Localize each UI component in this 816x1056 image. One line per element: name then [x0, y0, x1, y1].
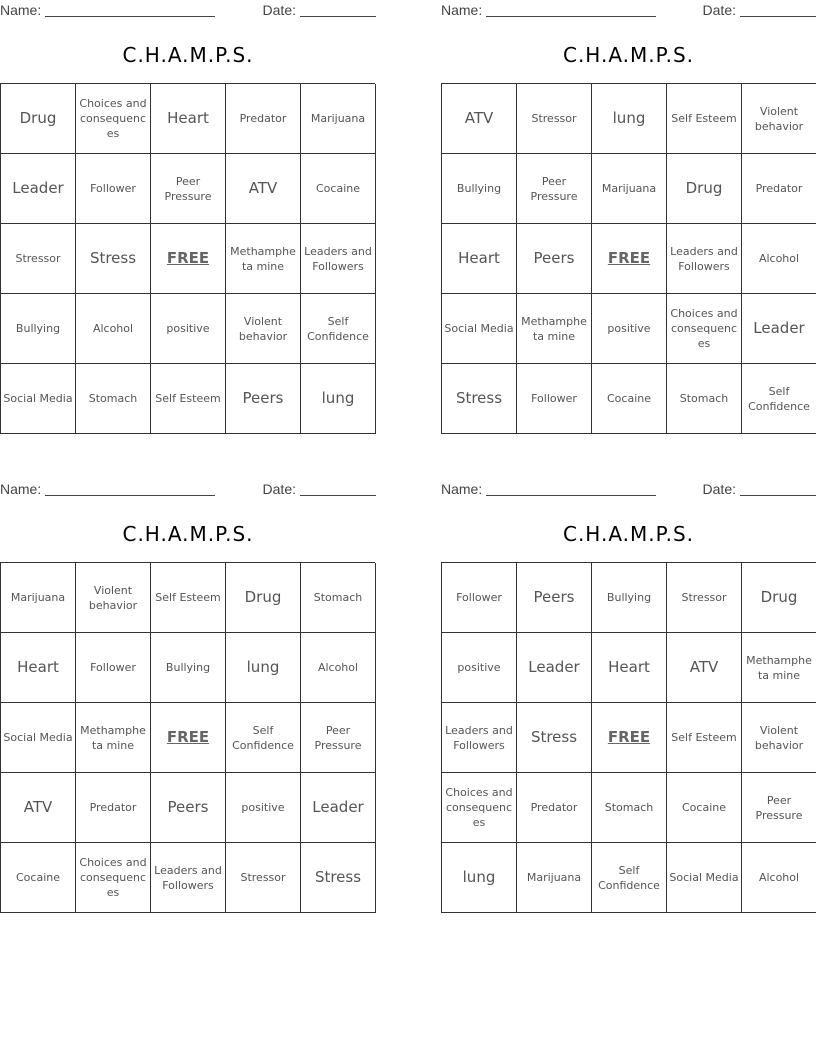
- date-field[interactable]: [263, 2, 376, 18]
- bingo-cell[interactable]: ATV: [1, 773, 76, 843]
- bingo-cell[interactable]: Self Confidence: [226, 703, 301, 773]
- bingo-cell[interactable]: Predator: [742, 154, 816, 224]
- bingo-cell[interactable]: Leader: [742, 294, 816, 364]
- bingo-cell[interactable]: Marijuana: [517, 843, 592, 913]
- bingo-cell[interactable]: lung: [592, 84, 667, 154]
- bingo-cell[interactable]: Self Confidence: [301, 294, 376, 364]
- bingo-cell[interactable]: Drug: [1, 84, 76, 154]
- bingo-cell[interactable]: Stomach: [667, 364, 742, 434]
- bingo-cell[interactable]: Leaders and Followers: [667, 224, 742, 294]
- bingo-cell[interactable]: ATV: [226, 154, 301, 224]
- bingo-cell[interactable]: Choices and consequences: [442, 773, 517, 843]
- bingo-cell[interactable]: Alcohol: [742, 224, 816, 294]
- bingo-grid: [0, 562, 375, 913]
- bingo-cell[interactable]: Methampheta mine: [76, 703, 151, 773]
- card-title: C.H.A.M.P.S.: [122, 43, 254, 67]
- bingo-cell[interactable]: Peers: [517, 563, 592, 633]
- bingo-cell[interactable]: Stressor: [1, 224, 76, 294]
- bingo-cell[interactable]: Stressor: [667, 563, 742, 633]
- bingo-cell[interactable]: Marijuana: [1, 563, 76, 633]
- bingo-cell[interactable]: Cocaine: [592, 364, 667, 434]
- name-date-line: [0, 0, 376, 22]
- bingo-cell[interactable]: Peers: [517, 224, 592, 294]
- free-space-cell[interactable]: FREE: [151, 224, 226, 294]
- name-date-line: [0, 479, 376, 501]
- bingo-cell[interactable]: Choices and consequences: [76, 84, 151, 154]
- bingo-card: [0, 0, 376, 407]
- bingo-cell[interactable]: Peer Pressure: [301, 703, 376, 773]
- free-space-cell[interactable]: FREE: [592, 224, 667, 294]
- bingo-cell[interactable]: Follower: [442, 563, 517, 633]
- bingo-cell[interactable]: Bullying: [151, 633, 226, 703]
- bingo-cell[interactable]: Social Media: [667, 843, 742, 913]
- name-field[interactable]: [0, 2, 215, 18]
- bingo-cell[interactable]: Cocaine: [667, 773, 742, 843]
- bingo-cell[interactable]: Peer Pressure: [151, 154, 226, 224]
- date-field[interactable]: [263, 481, 376, 497]
- date-field[interactable]: [703, 2, 816, 18]
- bingo-cell[interactable]: Heart: [442, 224, 517, 294]
- bingo-cell[interactable]: Self Esteem: [667, 703, 742, 773]
- bingo-cell[interactable]: Marijuana: [592, 154, 667, 224]
- name-label: Name:: [0, 2, 42, 18]
- bingo-cell[interactable]: Follower: [517, 364, 592, 434]
- name-blank[interactable]: [45, 495, 215, 496]
- bingo-cell[interactable]: Peer Pressure: [742, 773, 816, 843]
- bingo-cell[interactable]: ATV: [667, 633, 742, 703]
- bingo-cell[interactable]: Self Esteem: [151, 563, 226, 633]
- bingo-cell[interactable]: Leader: [517, 633, 592, 703]
- bingo-cell[interactable]: Follower: [76, 633, 151, 703]
- bingo-cell[interactable]: ATV: [442, 84, 517, 154]
- bingo-cell[interactable]: Choices and consequences: [667, 294, 742, 364]
- bingo-cell[interactable]: Drug: [667, 154, 742, 224]
- bingo-cell[interactable]: Predator: [76, 773, 151, 843]
- card-title: C.H.A.M.P.S.: [122, 522, 254, 546]
- bingo-cell[interactable]: Bullying: [442, 154, 517, 224]
- bingo-cell[interactable]: Bullying: [592, 563, 667, 633]
- name-field[interactable]: [441, 481, 656, 497]
- bingo-cell[interactable]: Bullying: [1, 294, 76, 364]
- bingo-card: [441, 0, 816, 413]
- bingo-grid: [441, 562, 816, 913]
- bingo-grid: [441, 83, 816, 434]
- bingo-cell[interactable]: Violent behavior: [742, 84, 816, 154]
- date-label: Date:: [702, 481, 736, 497]
- bingo-cell[interactable]: Choices and consequences: [76, 843, 151, 913]
- bingo-cell[interactable]: Social Media: [1, 703, 76, 773]
- bingo-cell[interactable]: positive: [592, 294, 667, 364]
- date-blank[interactable]: [300, 16, 376, 17]
- bingo-cell[interactable]: positive: [226, 773, 301, 843]
- bingo-cell[interactable]: Social Media: [442, 294, 517, 364]
- card-title: C.H.A.M.P.S.: [562, 43, 695, 67]
- bingo-cell[interactable]: Stress: [442, 364, 517, 434]
- bingo-cell[interactable]: Self Esteem: [667, 84, 742, 154]
- bingo-cell[interactable]: Stress: [517, 703, 592, 773]
- date-blank[interactable]: [740, 16, 816, 17]
- bingo-cell[interactable]: Leaders and Followers: [442, 703, 517, 773]
- bingo-cell[interactable]: Peer Pressure: [517, 154, 592, 224]
- bingo-cell[interactable]: Heart: [1, 633, 76, 703]
- bingo-cell[interactable]: Stress: [76, 224, 151, 294]
- bingo-cell[interactable]: Alcohol: [76, 294, 151, 364]
- name-date-line: [441, 479, 816, 501]
- bingo-cell[interactable]: Methampheta mine: [226, 224, 301, 294]
- bingo-cell[interactable]: Stomach: [301, 563, 376, 633]
- date-label: Date:: [262, 481, 296, 497]
- bingo-cell[interactable]: Predator: [226, 84, 301, 154]
- bingo-cell[interactable]: Cocaine: [301, 154, 376, 224]
- bingo-cell[interactable]: Drug: [226, 563, 301, 633]
- bingo-cell[interactable]: Leader: [1, 154, 76, 224]
- bingo-cell[interactable]: lung: [226, 633, 301, 703]
- bingo-cell[interactable]: Violent behavior: [742, 703, 816, 773]
- bingo-cell[interactable]: Stressor: [517, 84, 592, 154]
- name-blank[interactable]: [486, 16, 656, 17]
- bingo-cell[interactable]: Heart: [592, 633, 667, 703]
- bingo-cell[interactable]: Violent behavior: [226, 294, 301, 364]
- name-field[interactable]: [441, 2, 656, 18]
- bingo-cell[interactable]: Stressor: [226, 843, 301, 913]
- bingo-cell[interactable]: positive: [442, 633, 517, 703]
- bingo-card: [0, 479, 376, 899]
- name-date-line: [441, 0, 816, 22]
- bingo-cell[interactable]: Drug: [742, 563, 816, 633]
- bingo-cell[interactable]: Methampheta mine: [517, 294, 592, 364]
- bingo-cell[interactable]: Heart: [151, 84, 226, 154]
- bingo-cell[interactable]: Cocaine: [1, 843, 76, 913]
- name-label: Name:: [441, 2, 483, 18]
- bingo-cell[interactable]: Self Confidence: [592, 843, 667, 913]
- bingo-cell[interactable]: Stomach: [76, 364, 151, 434]
- bingo-cell[interactable]: lung: [301, 364, 376, 434]
- bingo-cell[interactable]: Leaders and Followers: [301, 224, 376, 294]
- date-label: Date:: [262, 2, 296, 18]
- bingo-cell[interactable]: Follower: [76, 154, 151, 224]
- bingo-cell[interactable]: Marijuana: [301, 84, 376, 154]
- bingo-cell[interactable]: lung: [442, 843, 517, 913]
- date-blank[interactable]: [740, 495, 816, 496]
- bingo-cell[interactable]: Methampheta mine: [742, 633, 816, 703]
- name-label: Name:: [441, 481, 483, 497]
- free-space-cell[interactable]: FREE: [592, 703, 667, 773]
- date-blank[interactable]: [300, 495, 376, 496]
- bingo-cell[interactable]: Self Confidence: [742, 364, 816, 434]
- bingo-cell[interactable]: Self Esteem: [151, 364, 226, 434]
- bingo-cell[interactable]: Stomach: [592, 773, 667, 843]
- bingo-cell[interactable]: Violent behavior: [76, 563, 151, 633]
- name-label: Name:: [0, 481, 42, 497]
- bingo-cell[interactable]: Alcohol: [301, 633, 376, 703]
- name-blank[interactable]: [45, 16, 215, 17]
- bingo-cell[interactable]: Social Media: [1, 364, 76, 434]
- bingo-grid: [0, 83, 375, 434]
- bingo-cell[interactable]: Leaders and Followers: [151, 843, 226, 913]
- bingo-cell[interactable]: Peers: [226, 364, 301, 434]
- card-title: C.H.A.M.P.S.: [562, 522, 695, 546]
- date-label: Date:: [702, 2, 736, 18]
- bingo-cell[interactable]: Alcohol: [742, 843, 816, 913]
- free-space-cell[interactable]: FREE: [151, 703, 226, 773]
- name-blank[interactable]: [486, 495, 656, 496]
- name-field[interactable]: [0, 481, 215, 497]
- date-field[interactable]: [703, 481, 816, 497]
- bingo-cell[interactable]: Stress: [301, 843, 376, 913]
- bingo-cell[interactable]: Leader: [301, 773, 376, 843]
- bingo-card: [441, 479, 816, 892]
- bingo-cell[interactable]: positive: [151, 294, 226, 364]
- bingo-cell[interactable]: Predator: [517, 773, 592, 843]
- bingo-cell[interactable]: Peers: [151, 773, 226, 843]
